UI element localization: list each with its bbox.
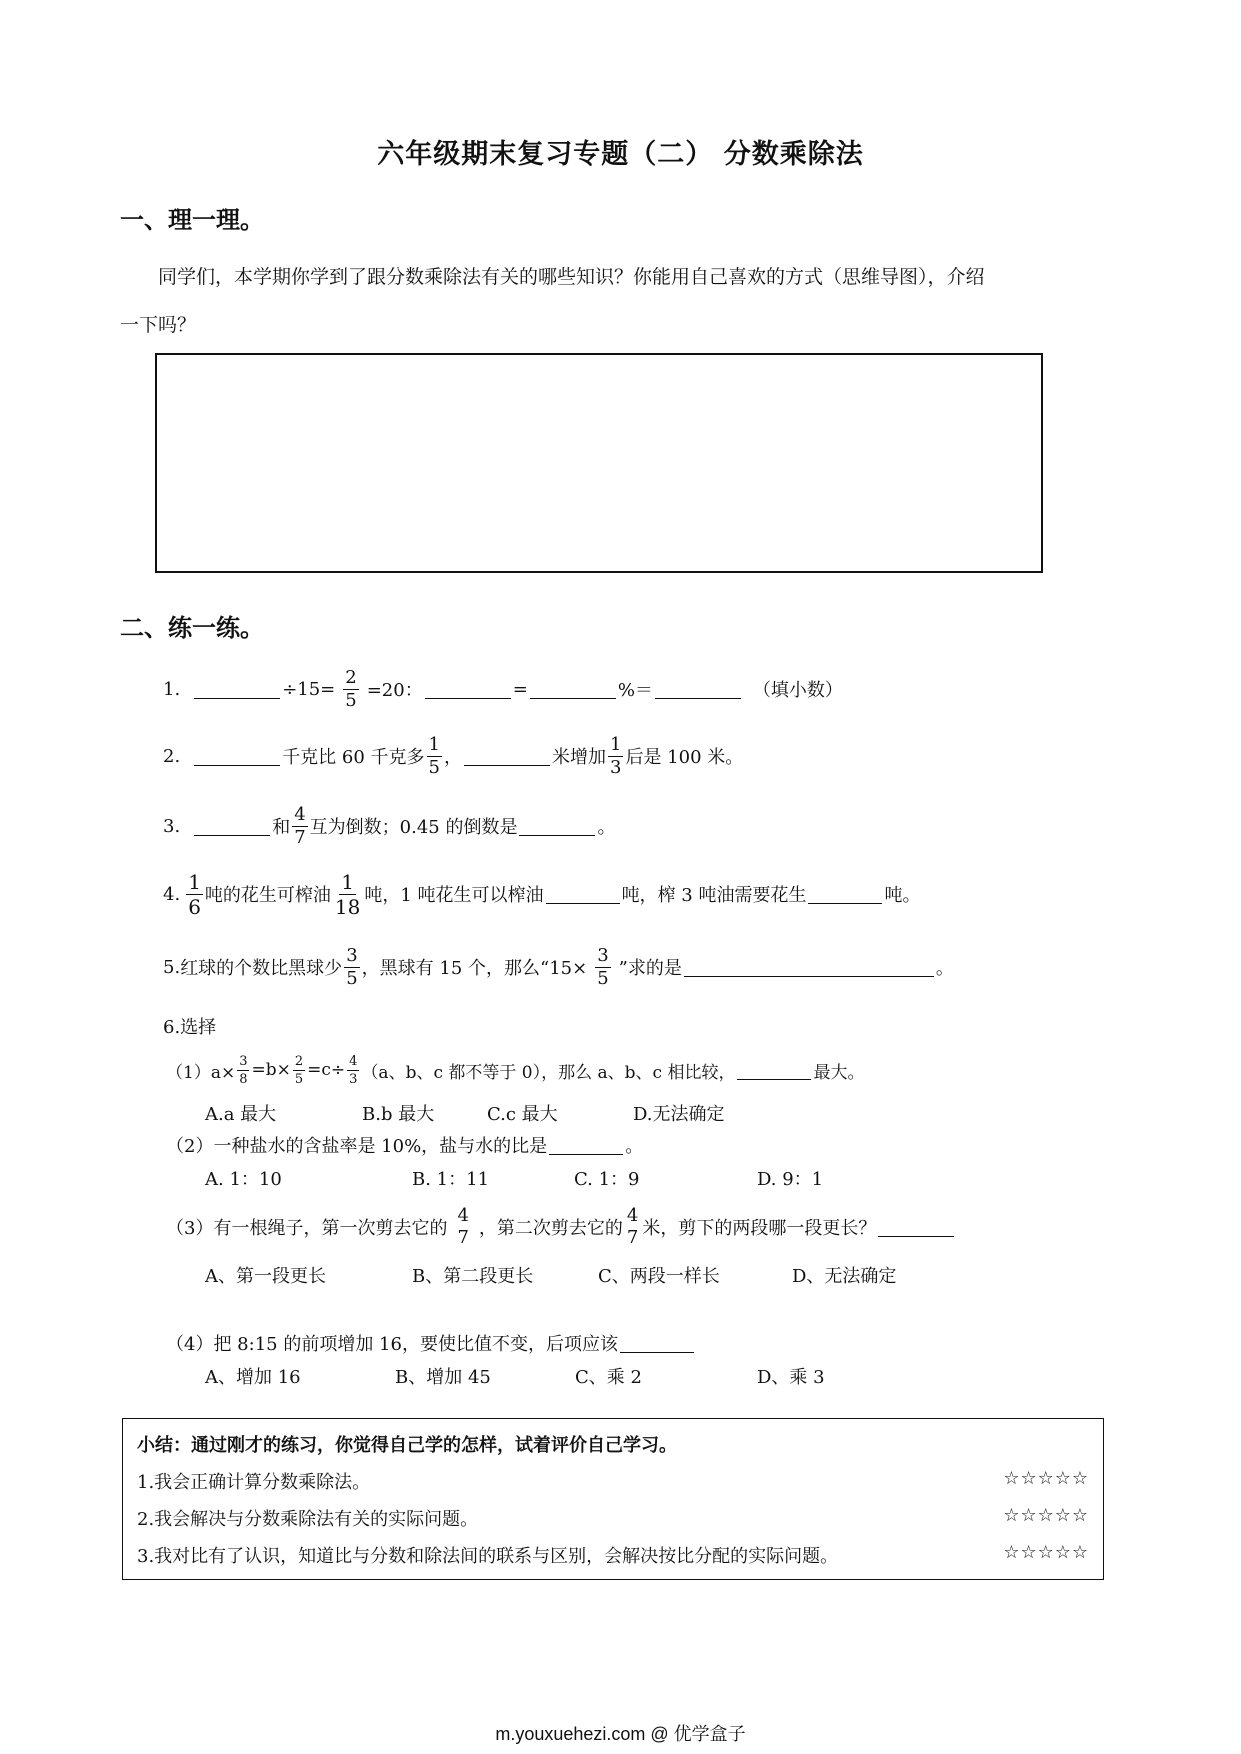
summary-heading: 小结：通过刚才的练习，你觉得自己学的怎样，试着评价自己学习。: [137, 1435, 677, 1456]
q6-4-option-b[interactable]: B、增加 45: [395, 1367, 491, 1388]
q4-text: 吨的花生可榨油: [204, 885, 331, 906]
page-title: 六年级期末复习专题（二） 分数乘除法: [377, 139, 864, 170]
q6-4-blank[interactable]: [620, 1334, 694, 1353]
q5-text: 。: [935, 958, 954, 979]
q6-3-fraction-2: 4 7: [626, 1205, 639, 1248]
q1-blank-1[interactable]: [194, 680, 280, 699]
q1-blank-3[interactable]: [530, 680, 616, 699]
q6-3-text: 米，剪下的两段哪一段更长？: [642, 1218, 877, 1239]
q6-3-text: （3）有一根绳子，第一次剪去它的: [166, 1218, 448, 1239]
q4-blank-1[interactable]: [546, 885, 620, 904]
q6-1-fraction-1: $\frac{3}{8}$: [239, 1053, 248, 1087]
q2-blank-1[interactable]: [194, 747, 280, 766]
q4-fraction-2: $\frac{1}{18}$: [334, 869, 361, 919]
q6-2-option-d[interactable]: D. 9：1: [757, 1169, 824, 1190]
q6-3-option-c[interactable]: C、两段一样长: [598, 1266, 720, 1287]
q1-hint: （填小数）: [752, 680, 843, 701]
q1-text: =20：: [366, 680, 423, 701]
q5-text: ，黑球有 15 个，那么“15×: [361, 958, 588, 979]
q2-text: ，: [444, 747, 462, 768]
q6-1-fraction-2: $\frac{2}{5}$: [294, 1053, 304, 1087]
q2-fraction-2: $\frac{1}{3}$: [610, 733, 622, 778]
q4-number: 4.: [163, 883, 181, 905]
q6-1-fraction-3: $\frac{4}{3}$: [349, 1053, 358, 1087]
summary-item-3: 3.我对比有了认识，知道比与分数和除法间的联系与区别，会解决按比分配的实际问题。 ☆☆☆☆☆: [137, 1542, 1089, 1567]
q3-text: 。: [597, 817, 616, 838]
q6-sub2: [166, 1132, 643, 1158]
q2-number: 2.: [163, 745, 181, 767]
q3-text: 互为倒数；0.45 的倒数是: [309, 817, 518, 838]
section1-heading: 一、理一理。: [120, 205, 264, 234]
q5-text: ”求的是: [618, 958, 682, 979]
q6-1-text: =c÷: [307, 1060, 346, 1080]
q6-1-text: 最大。: [813, 1062, 865, 1083]
q6-3-blank[interactable]: [878, 1218, 954, 1237]
q6-4-option-a[interactable]: A、增加 16: [205, 1367, 301, 1388]
q2-text: 千克比 60 千克多: [282, 747, 425, 768]
q1-text: =: [512, 678, 528, 700]
q6-label: 6.选择: [163, 1017, 217, 1038]
section1-text-line1: 同学们，本学期你学到了跟分数乘除法有关的哪些知识？你能用自己喜欢的方式（思维导图），介绍: [158, 266, 985, 288]
q5-fraction-1: $\frac{3}{5}$: [346, 944, 358, 989]
q6-3-option-b[interactable]: B、第二段更长: [412, 1266, 534, 1287]
section1-text-line2: 一下吗？: [120, 314, 197, 336]
rating-stars-3[interactable]: ☆☆☆☆☆: [1003, 1542, 1089, 1563]
q6-2-option-c[interactable]: C. 1：9: [574, 1169, 640, 1190]
q6-3-option-d[interactable]: D、无法确定: [792, 1266, 897, 1287]
q6-4-text: （4）把 8:15 的前项增加 16，要使比值不变，后项应该: [166, 1334, 618, 1355]
q4-fraction-1: $\frac{1}{6}$: [188, 869, 201, 919]
q4-blank-2[interactable]: [808, 885, 882, 904]
rating-stars-2[interactable]: ☆☆☆☆☆: [1003, 1505, 1089, 1526]
q6-1-option-d[interactable]: D.无法确定: [633, 1104, 725, 1125]
q5-fraction-2: $\frac{3}{5}$: [597, 944, 609, 989]
q6-1-text: （a、b、c 都不等于 0），那么 a、b、c 相比较，: [361, 1062, 736, 1083]
q5-blank[interactable]: [684, 958, 934, 977]
summary-item-1: 1.我会正确计算分数乘除法。 ☆☆☆☆☆: [137, 1468, 1089, 1493]
q6-1-option-a[interactable]: A.a 最大: [205, 1104, 277, 1125]
q6-4-option-d[interactable]: D、乘 3: [757, 1367, 825, 1388]
q6-3-option-a[interactable]: A、第一段更长: [205, 1266, 326, 1287]
q6-4-option-c[interactable]: C、乘 2: [575, 1367, 642, 1388]
q6-3-text: ，第二次剪去它的: [478, 1218, 623, 1239]
q4-text: 吨。: [884, 885, 921, 906]
q3-fraction: $\frac{4}{7}$: [294, 803, 306, 848]
question-4: [163, 866, 920, 922]
q6-1-option-b[interactable]: B.b 最大: [362, 1104, 435, 1125]
q6-1-text: （1）a×: [166, 1062, 236, 1083]
q6-1-text: =b×: [251, 1060, 291, 1080]
q2-text: 后是 100 米。: [625, 747, 744, 768]
q3-number: 3.: [163, 815, 181, 837]
question-1: [163, 664, 843, 714]
q6-3-fraction-1: 4 7: [457, 1205, 469, 1248]
question-3: [163, 801, 615, 851]
footer-watermark: m.youxuehezi.com @ 优学盒子: [495, 1724, 746, 1744]
q1-blank-2[interactable]: [425, 680, 511, 699]
q3-blank-1[interactable]: [194, 817, 270, 836]
q3-blank-2[interactable]: [519, 817, 595, 836]
section2-heading: 二、练一练。: [120, 613, 264, 642]
q5-number: 5.: [163, 956, 181, 978]
q2-fraction-1: $\frac{1}{5}$: [428, 733, 440, 778]
summary-box: [122, 1418, 1104, 1580]
q6-sub3: [166, 1198, 956, 1256]
summary-item-2: 2.我会解决与分数乘除法有关的实际问题。 ☆☆☆☆☆: [137, 1505, 1089, 1530]
q5-text: 红球的个数比黑球少: [180, 958, 343, 979]
q2-text: 米增加: [552, 747, 606, 768]
q1-blank-4[interactable]: [655, 680, 741, 699]
rating-stars-1[interactable]: ☆☆☆☆☆: [1003, 1468, 1089, 1489]
question-2: [163, 731, 743, 781]
q1-text: ÷15=: [282, 678, 336, 700]
q4-text: 吨，榨 3 吨油需要花生: [621, 885, 807, 906]
q6-1-option-c[interactable]: C.c 最大: [487, 1104, 558, 1125]
q6-2-text: 。: [625, 1136, 644, 1157]
q6-sub1: [166, 1048, 864, 1092]
q6-2-text: （2）一种盐水的含盐率是 10%，盐与水的比是: [166, 1136, 548, 1157]
q4-text: 吨，1 吨花生可以榨油: [364, 885, 544, 906]
q6-sub4: [166, 1330, 696, 1356]
q3-text: 和: [272, 817, 291, 838]
q6-1-blank[interactable]: [737, 1061, 811, 1080]
mind-map-answer-box[interactable]: [155, 353, 1043, 573]
q6-2-option-a[interactable]: A. 1：10: [205, 1169, 282, 1190]
question-5: [163, 940, 954, 994]
q6-2-option-b[interactable]: B. 1：11: [412, 1169, 490, 1190]
q2-blank-2[interactable]: [464, 747, 550, 766]
q1-fraction: $\frac{2}{5}$: [345, 666, 357, 711]
q6-2-blank[interactable]: [549, 1136, 623, 1155]
q1-text: %＝: [617, 680, 653, 701]
q1-number: 1.: [163, 678, 181, 700]
